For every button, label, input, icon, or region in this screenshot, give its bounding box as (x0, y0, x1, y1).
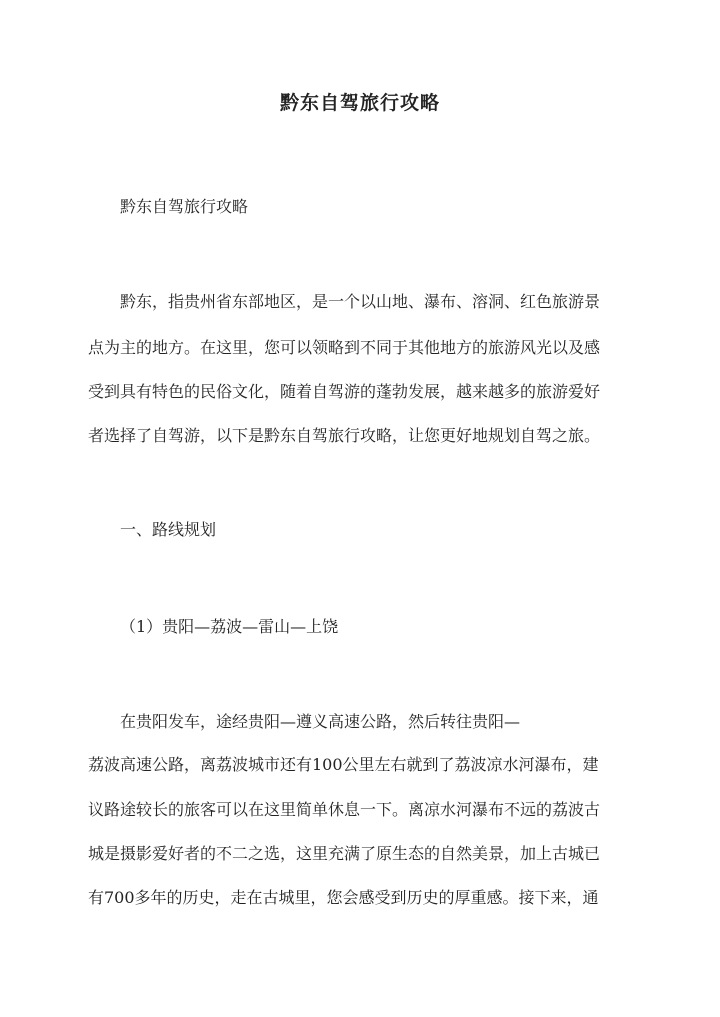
route-1-heading: （1）贵阳—荔波—雷山—上饶 (120, 617, 339, 636)
document-subtitle: 黔东自驾旅行攻略 (120, 197, 249, 216)
route-1-line-1: 在贵阳发车，途经贵阳—遵义高速公路，然后转往贵阳— (120, 712, 521, 731)
intro-line-2: 点为主的地方。在这里，您可以领略到不同于其他地方的旅游风光以及感 (88, 338, 601, 357)
document-title: 黔东自驾旅行攻略 (279, 92, 440, 114)
route-1-line-3: 议路途较长的旅客可以在这里简单休息一下。离凉水河瀑布不远的荔波古 (88, 800, 601, 819)
intro-line-3: 受到具有特色的民俗文化，随着自驾游的蓬勃发展，越来越多的旅游爱好 (88, 382, 601, 401)
route-1-line-5: 有700多年的历史，走在古城里，您会感受到历史的厚重感。接下来，通 (88, 888, 599, 907)
intro-line-1: 黔东，指贵州省东部地区，是一个以山地、瀑布、溶洞、红色旅游景 (120, 292, 601, 311)
intro-line-4: 者选择了自驾游，以下是黔东自驾旅行攻略，让您更好地规划自驾之旅。 (88, 426, 601, 445)
section-heading-route-planning: 一、路线规划 (120, 520, 217, 539)
route-1-line-2: 荔波高速公路，离荔波城市还有100公里左右就到了荔波凉水河瀑布，建 (88, 755, 599, 774)
route-1-line-4: 城是摄影爱好者的不二之选，这里充满了原生态的自然美景，加上古城已 (88, 844, 601, 863)
